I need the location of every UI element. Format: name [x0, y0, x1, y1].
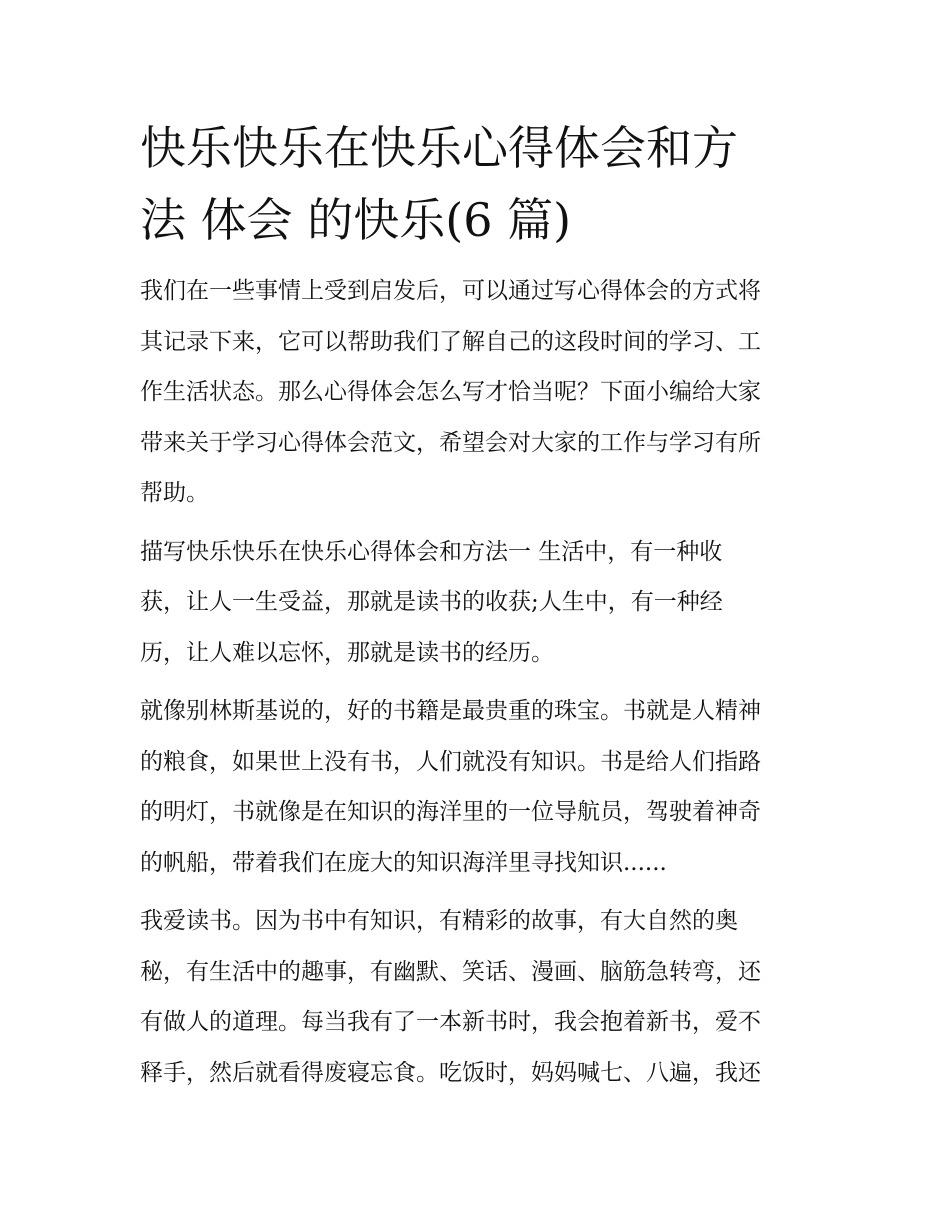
paragraph-intro	[140, 266, 820, 519]
paragraph-essay-one-opening	[140, 527, 820, 679]
text-line: 我们在一些事情上受到启发后，可以通过写心得体会的方式将	[140, 278, 761, 304]
text-line: 的明灯，书就像是在知识的海洋里的一位导航员，驾驶着神奇	[140, 799, 761, 825]
text-line: 描写快乐快乐在快乐心得体会和方法一 生活中，有一种收	[140, 538, 723, 565]
document-title	[140, 112, 820, 256]
title-line: 法 体会 的快乐(6 篇)	[140, 193, 572, 247]
text-line: 释手，然后就看得废寝忘食。吃饭时，妈妈喊七、八遍，我还	[140, 1059, 761, 1086]
text-line: 秘，有生活中的趣事，有幽默、笑话、漫画、脑筋急转弯，还	[140, 958, 761, 985]
text-line: 有做人的道理。每当我有了一本新书时，我会抱着新书，爱不	[140, 1009, 761, 1035]
text-line: 我爱读书。因为书中有知识，有精彩的故事，有大自然的奥	[140, 908, 738, 934]
text-line: 历，让人难以忘怀，那就是读书的经历。	[140, 639, 554, 666]
title-line: 快乐快乐在快乐心得体会和方	[140, 121, 738, 175]
text-line: 获，让人一生受益，那就是读书的收获;人生中，有一种经	[140, 589, 723, 615]
paragraph-belinsky-quote	[140, 686, 820, 888]
text-line: 带来关于学习心得体会范文，希望会对大家的工作与学习有所	[140, 429, 761, 456]
text-line: 作生活状态。那么心得体会怎么写才恰当呢？下面小编给大家	[140, 379, 761, 405]
text-line: 的帆船，带着我们在庞大的知识海洋里寻找知识......	[140, 849, 667, 876]
text-line: 就像别林斯基说的，好的书籍是最贵重的珠宝。书就是人精神	[140, 698, 761, 724]
text-line: 其记录下来，它可以帮助我们了解自己的这段时间的学习、工	[140, 328, 761, 355]
text-line: 帮助。	[140, 480, 209, 506]
document-body	[140, 112, 820, 1098]
text-line: 的粮食，如果世上没有书，人们就没有知识。书是给人们指路	[140, 748, 761, 775]
paragraph-love-reading	[140, 896, 820, 1098]
